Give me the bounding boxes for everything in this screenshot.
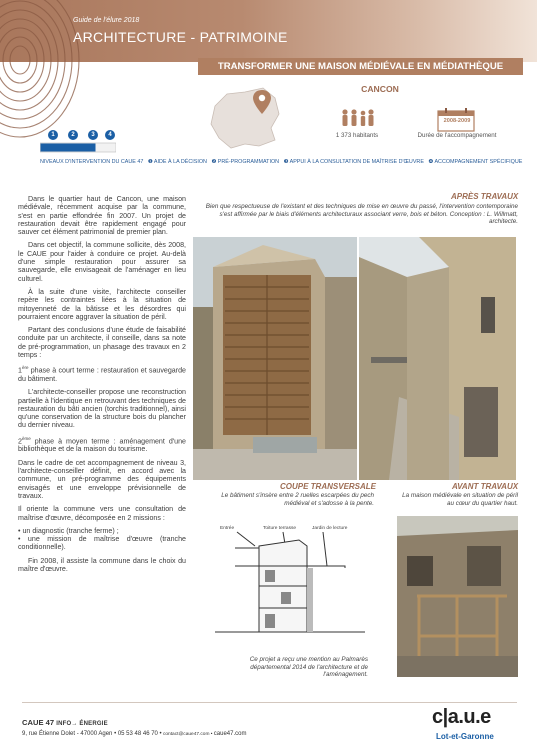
- footer-info-energie: INFO→ ÉNERGIE: [56, 721, 108, 727]
- years-label: 2008-2009: [443, 118, 471, 124]
- intervention-levels: [40, 128, 120, 158]
- list-item: • une mission de maîtrise d'œuvre (tranche conditionnelle).: [18, 535, 186, 552]
- paragraph: Il oriente la commune vers une consultation de maîtrise d'œuvre, décomposée en 2 missions :: [18, 505, 186, 522]
- department-map: [205, 84, 285, 152]
- inhabitants-count: 1 373 habitants: [335, 132, 379, 139]
- before-photo: [397, 516, 518, 677]
- level-4-badge: 4: [105, 130, 115, 140]
- guide-label: Guide de l'élure 2018: [73, 17, 140, 24]
- before-title: AVANT TRAVAUX: [452, 482, 519, 491]
- footer-org-name: CAUE 47: [22, 718, 55, 727]
- label-entree: Entrée: [220, 526, 235, 531]
- phase-text: phase à moyen terme : aménagement d'une bibliothèque et de la maison du tourisme.: [18, 437, 186, 454]
- footer-address-text: 9, rue Étienne Dolet - 47000 Agen • 05 53 48 46 70 •: [22, 731, 162, 737]
- phase-number: 1: [18, 366, 22, 375]
- section-title: COUPE TRANSVERSALE: [280, 482, 377, 491]
- award-note: Ce projet a reçu une mention au Palmarès départemental 2014 de l'architecture et de l'aménagement.: [249, 656, 368, 679]
- footer-address: [22, 731, 246, 737]
- phase-sup: ème: [21, 435, 31, 441]
- commune-name: CANCON: [361, 84, 399, 94]
- level-2-badge: 2: [68, 130, 78, 140]
- paragraph: Dans le quartier haut de Cancon, une maison médiévale, récemment acquise par la commune, s'est en partie effondrée fin 2007. Un projet de restauration devait être rapidement engagé pour sauver cet élément patrimonial de premier plan.: [18, 195, 186, 237]
- list-item: • un diagnostic (tranche ferme) ;: [18, 526, 119, 535]
- paragraph: [18, 364, 186, 383]
- phase-number: 2: [18, 437, 22, 446]
- levels-legend-2: ❷ PRÉ-PROGRAMMATION: [211, 159, 280, 165]
- phase-sup: ère: [21, 365, 29, 371]
- levels-legend-1: ❶ AIDE À LA DÉCISION: [147, 159, 207, 165]
- paragraph: [18, 435, 186, 454]
- before-caption: La maison médiévale en situation de péril au cœur du quartier haut.: [402, 492, 518, 507]
- cross-section-drawing: [215, 522, 365, 644]
- levels-legend: [40, 159, 530, 165]
- phase-text: phase à court terme : restauration et sauvegarde du bâtiment.: [18, 366, 186, 383]
- page-title: TRANSFORMER UNE MAISON MÉDIÉVALE EN MÉDIATHÈQUE: [198, 58, 523, 75]
- after-caption: Bien que respectueuse de l'existant et des techniques de mise en œuvre du passé, l'intervention contemporaine s'est affirmée par le biais d'éléments architecturaux associant verre, bois et béton. Conception : L. Willmatt, architecte.: [205, 203, 518, 226]
- after-photo-facade: [193, 237, 357, 480]
- level-1-badge: 1: [48, 130, 58, 140]
- paragraph: Fin 2008, il assiste la commune dans le choix du maître d'œuvre.: [18, 556, 186, 573]
- levels-legend-3: ❸ APPUI À LA CONSULTATION DE MAÎTRISE D'ŒUVRE: [283, 159, 424, 165]
- caue-logo-subtitle: Lot-et-Garonne: [436, 732, 494, 741]
- paragraph: À la suite d'une visite, l'architecte conseiller repère les contraintes liées à la situation de mitoyenneté de la bâtisse et les désordres qui pourraient encore aggraver la situation de péril.: [18, 287, 186, 321]
- footer-organization: [22, 718, 108, 727]
- after-photo-street: [359, 237, 516, 480]
- footer-divider: [22, 702, 517, 703]
- label-jardin: Jardin de lecture: [312, 526, 348, 531]
- caue-logo: c|a.u.e: [432, 706, 491, 728]
- section-caption: Le bâtiment s'insère entre 2 ruelles escarpées du pech médiéval et s'adosse à la pente.: [221, 492, 374, 507]
- footer-contact[interactable]: contact@caue47.com •: [161, 732, 214, 737]
- level-track: [40, 142, 116, 153]
- body-text: [18, 195, 186, 578]
- paragraph: Dans le cadre de cet accompagnement de niveau 3, l'architecte-conseiller définit, en accord avec la commune, un pré-programme des équipements envisagés et une enveloppe prévisionnelle de travaux.: [18, 458, 186, 500]
- label-toiture: Toiture terrasse: [263, 526, 297, 531]
- people-icon: [340, 108, 378, 128]
- paragraph: Partant des conclusions d'une étude de faisabilité conduite par un architecte, il conseille, dans sa note de pré-programmation, un phasage des travaux en 2 temps :: [18, 326, 186, 360]
- paragraph: L'architecte-conseiller propose une reconstruction partielle à l'identique en retrouvant des techniques de restauration du bâti ancien (torchis traditionnel), ainsi qu'une conservation de la structure bois du plancher du dernier niveau.: [18, 388, 186, 430]
- paragraph: Dans cet objectif, la commune sollicite, dès 2008, le CAUE pour l'aider à conduire ce projet. Au-delà d'une simple restauration pour assurer sa sauvegarde, elle envisageait de l'aménager en lieu culturel.: [18, 241, 186, 283]
- after-title: APRÈS TRAVAUX: [451, 192, 519, 201]
- levels-legend-title: NIVEAUX D'INTERVENTION DU CAUE 47: [40, 159, 144, 165]
- level-3-badge: 3: [88, 130, 98, 140]
- levels-legend-4: ❹ ACCOMPAGNEMENT SPÉCIFIQUE: [428, 159, 523, 165]
- footer-website[interactable]: caue47.com: [213, 731, 247, 737]
- duration-label: Durée de l'accompagnement: [417, 132, 497, 139]
- section-title: ARCHITECTURE - PATRIMOINE: [73, 29, 288, 45]
